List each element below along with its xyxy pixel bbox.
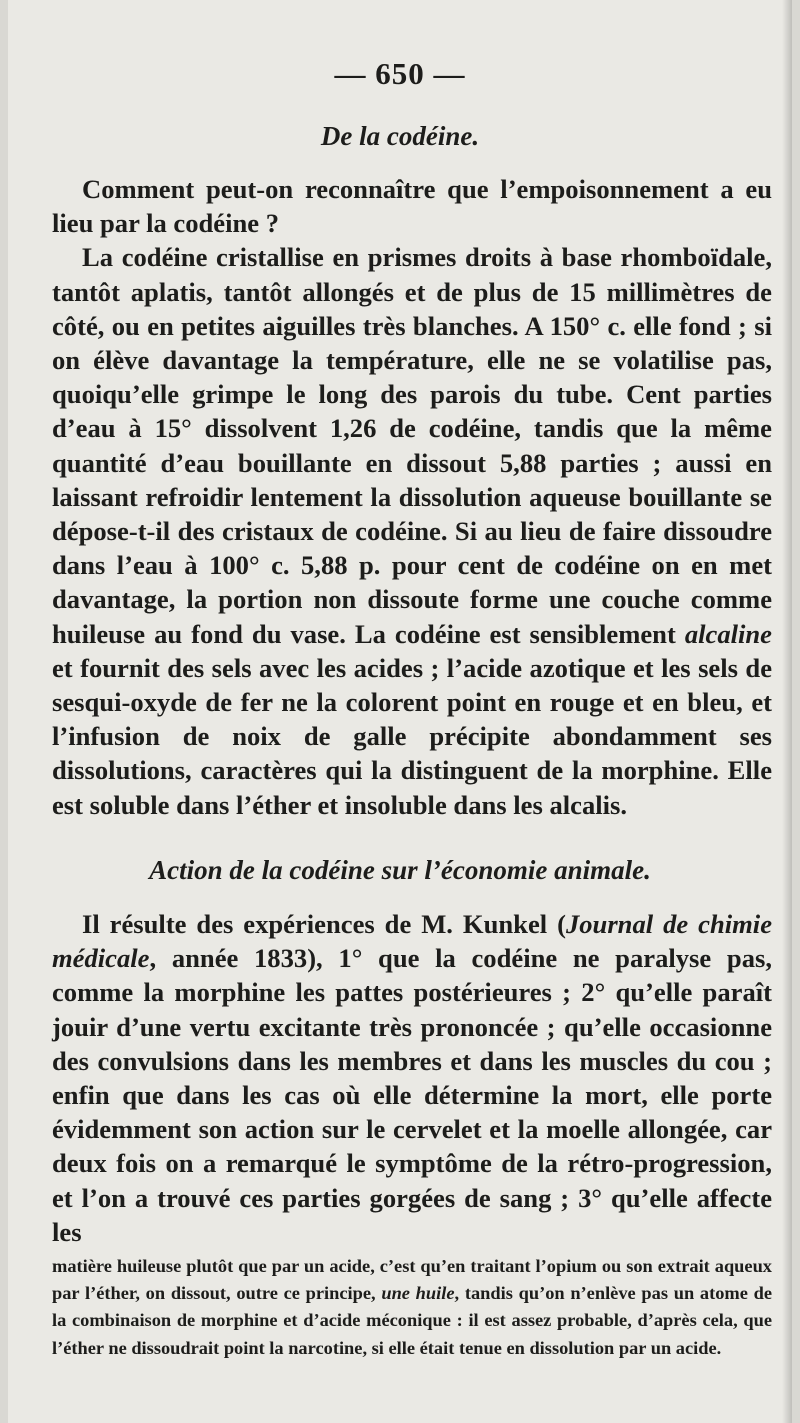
journal-title: Journal de chimie médicale [52,909,773,974]
section-body-codeine [52,172,772,822]
alcaline-emphasis: alcaline [684,618,772,649]
section-heading-codeine: De la codéine. [320,121,480,151]
question-paragraph: Comment peut-on reconnaître que l’empoisonnement a eu lieu par la codéine ? [52,174,772,239]
footnote-text-end: , tandis qu’on n’enlève pas un atome de la combinaison de morphine et d’acide méconique : il est assez probable, d’après cela, que l’éther ne dissoudrait point la narcotine, si elle était tenue en dissolution par un acide. [52,1283,773,1358]
page-edge-shadow [782,0,792,1423]
action-paragraph [52,907,772,1249]
description-text-end: et fournit des sels avec les acides ; l’acide azotique et les sels de sesqui-oxyde de fer ne la colorent point en rouge et en bleu, et l’infusion de noix de galle précipite abondamment ses dissolutions, caractères qui la distinguent de la morphine. Elle est soluble dans l’éther et insoluble dans les alcalis. [52,652,772,820]
description-paragraph [52,240,772,821]
page-number: — 650 — [334,56,466,91]
footnote [52,1253,772,1362]
footnote-emphasis: une huile [381,1283,455,1304]
book-page [8,0,792,1423]
action-text-start: Il résulte des expériences de M. Kunkel ( [82,909,566,939]
footnote-text-start: matière huileuse plutôt que par un acide, c’est qu’en traitant l’opium ou son extrait aqueux par l’éther, on dissout, outre ce principe, [52,1256,772,1304]
section-heading-action: Action de la codéine sur l’économie animale. [149,855,651,885]
section-body-action [52,907,772,1249]
action-text-end: , année 1833), 1° que la codéine ne paralyse pas, comme la morphine les pattes postérieures ; 2° qu’elle paraît jouir d’une vertu excitante très prononcée ; qu’elle occasionne des convulsions dans les membres et dans les muscles du cou ; enfin que dans les cas où elle détermine la mort, elle porte évidemment son action sur le cervelet et la moelle allongée, car deux fois on a remarqué le symptôme de la rétro-progression, et l’on a trouvé ces parties gorgées de sang ; 3° qu’elle affecte les [52,943,772,1247]
description-text-start: La codéine cristallise en prismes droits à base rhomboïdale, tantôt aplatis, tantôt allongés et de plus de 15 millimètres de côté, ou en petites aiguilles très blanches. A 150° c. elle fond ; si on élève davantage la température, elle ne se volatilise pas, quoiqu’elle grimpe le long des parois du tube. Cent parties d’eau à 15° dissolvent 1,26 de codéine, tandis que la même quantité d’eau bouillante en dissout 5,88 parties ; aussi en laissant refroidir lentement la dissolution aqueuse bouillante se dépose-t-il des cristaux de codéine. Si au lieu de faire dissoudre dans l’eau à 100° c. 5,88 p. pour cent de codéine on en met davantage, la portion non dissoute forme une couche comme huileuse au fond du vase. La codéine est sensiblement [52,242,772,649]
footnote-paragraph [52,1253,772,1362]
